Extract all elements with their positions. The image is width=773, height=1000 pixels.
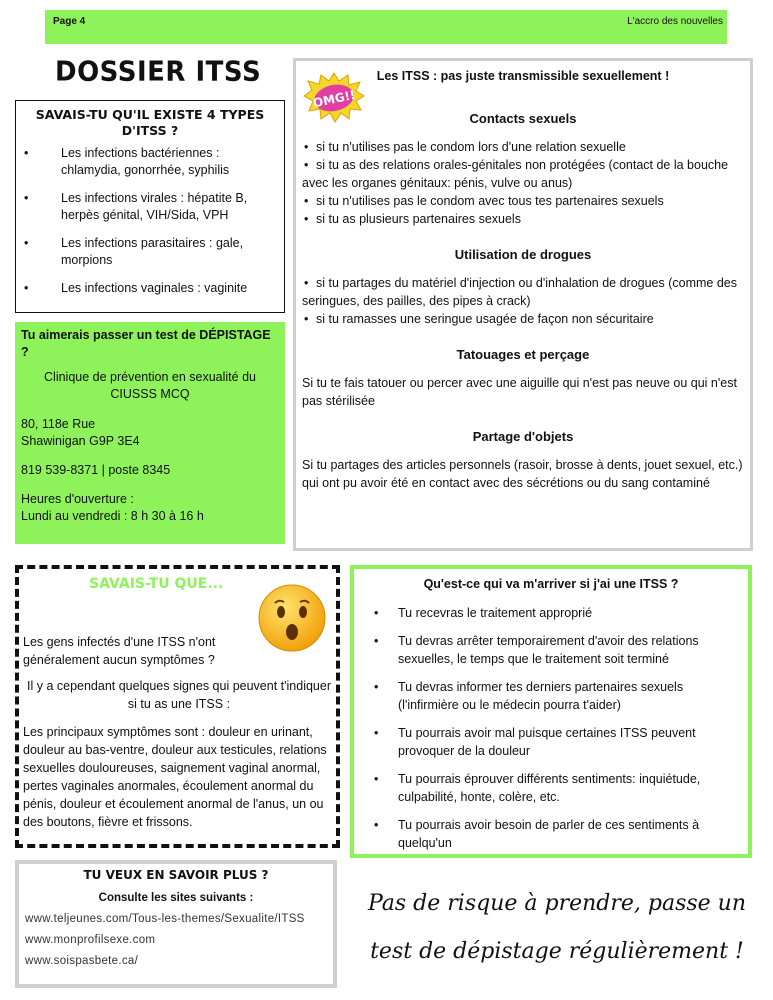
did-you-know-title: SAVAIS-TU QUE...	[89, 576, 224, 592]
screening-clinic-box	[15, 322, 285, 544]
screening-question: Tu aimerais passer un test de DÉPISTAGE ?	[21, 328, 271, 359]
clinic-address: 80, 118e Rue Shawinigan G9P 3E4	[21, 417, 140, 448]
itss-types-title: SAVAIS-TU QU'IL EXISTE 4 TYPES D'ITSS ?	[35, 107, 265, 138]
transmission-title: Les ITSS : pas juste transmissible sexuellement !	[376, 69, 670, 83]
list-item: • Tu pourrais avoir besoin de parler de ces sentiments à quelqu'un	[364, 816, 738, 852]
section-text: Si tu partages des articles personnels (rasoir, brosse à dents, jouet sexuel, etc.) qui ont pu avoir été en contact avec des sécrétions ou du sang contaminé	[302, 458, 743, 490]
section-heading: Utilisation de drogues	[454, 247, 592, 262]
section-heading: Contacts sexuels	[469, 111, 577, 126]
newsletter-name: L'accro des nouvelles	[627, 16, 723, 27]
page-header	[45, 10, 727, 44]
symptoms-text: Les principaux symptômes sont : douleur en urinant, douleur au bas-ventre, douleur aux testicules, relations sexuelles douloureuses, saignement vaginal anormal, pertes vaginales anormales, écoulement anormal du pénis, douleur et écoulement anormal de l'anus, un ou des boutons, fièvre et frissons.	[23, 725, 327, 829]
page-title: DOSSIER ITSS	[55, 56, 262, 88]
site-link[interactable]: www.monprofilsexe.com	[25, 934, 156, 946]
section-text: Si tu te fais tatouer ou percer avec une aiguille qui n'est pas neuve ou qui n'est pas stérilisée	[302, 376, 737, 408]
section-heading: Tatouages et perçage	[456, 347, 590, 362]
section-heading: Partage d'objets	[472, 429, 574, 444]
did-you-know-text: Il y a cependant quelques signes qui peuvent t'indiquer si tu as une ITSS :	[27, 679, 331, 711]
learn-more-subtitle: Consulte les sites suivants :	[98, 892, 254, 904]
surprised-face-icon	[257, 583, 327, 653]
slogan: Pas de risque à prendre, passe un test de dépistage régulièrement !	[367, 891, 747, 964]
list-item: • Les infections virales : hépatite B, herpès génital, VIH/Sida, VPH	[24, 190, 276, 224]
what-happens-title: Qu'est-ce qui va m'arriver si j'ai une ITSS ?	[423, 577, 679, 591]
list-item: • Tu pourrais avoir mal puisque certaines ITSS peuvent provoquer de la douleur	[364, 724, 738, 760]
list-item: • Les infections bactériennes : chlamydia, gonorrhée, syphilis	[24, 145, 276, 179]
clinic-name: Clinique de prévention en sexualité du CIUSSS MCQ	[44, 370, 256, 401]
list-item: • si tu as plusieurs partenaires sexuels	[302, 210, 744, 228]
list-item: • Les infections vaginales : vaginite	[24, 280, 276, 297]
list-item: • si tu ramasses une seringue usagée de façon non sécuritaire	[302, 310, 744, 328]
did-you-know-text: Les gens infectés d'une ITSS n'ont généralement aucun symptômes ?	[23, 635, 216, 667]
page-number: Page 4	[53, 16, 86, 27]
learn-more-title: TU VEUX EN SAVOIR PLUS ?	[83, 868, 269, 882]
list-item: • si tu partages du matériel d'injection ou d'inhalation de drogues (comme des seringues, des pailles, des pipes à crack)	[302, 274, 744, 310]
list-item: • Tu devras arrêter temporairement d'avoir des relations sexuelles, le temps que le traitement soit terminé	[364, 632, 738, 668]
itss-types-box	[15, 100, 285, 313]
list-item: • si tu n'utilises pas le condom lors d'une relation sexuelle	[302, 138, 744, 156]
site-link[interactable]: www.teljeunes.com/Tous-les-themes/Sexualite/ITSS	[25, 913, 305, 925]
list-item: • Les infections parasitaires : gale, morpions	[24, 235, 276, 269]
list-item: • Tu pourrais éprouver différents sentiments: inquiétude, culpabilité, honte, colère, etc.	[364, 770, 738, 806]
clinic-phone: 819 539-8371 | poste 8345	[21, 463, 171, 477]
learn-more-box	[15, 860, 337, 988]
transmission-box	[293, 58, 753, 551]
omg-bubble-icon	[303, 72, 365, 124]
list-item: • si tu n'utilises pas le condom avec tous tes partenaires sexuels	[302, 192, 744, 210]
omg-text: OMG!!	[311, 87, 357, 111]
list-item: • si tu as des relations orales-génitales non protégées (contact de la bouche avec les organes génitaux: pénis, vulve ou anus)	[302, 156, 744, 192]
list-item: • Tu devras informer tes derniers partenaires sexuels (l'infirmière ou le médecin pourra t'aider)	[364, 678, 738, 714]
what-happens-box	[350, 565, 752, 858]
site-link[interactable]: www.soispasbete.ca/	[25, 955, 139, 967]
list-item: • Tu recevras le traitement approprié	[364, 604, 738, 622]
clinic-hours: Heures d'ouverture : Lundi au vendredi : 8 h 30 à 16 h	[21, 492, 204, 523]
